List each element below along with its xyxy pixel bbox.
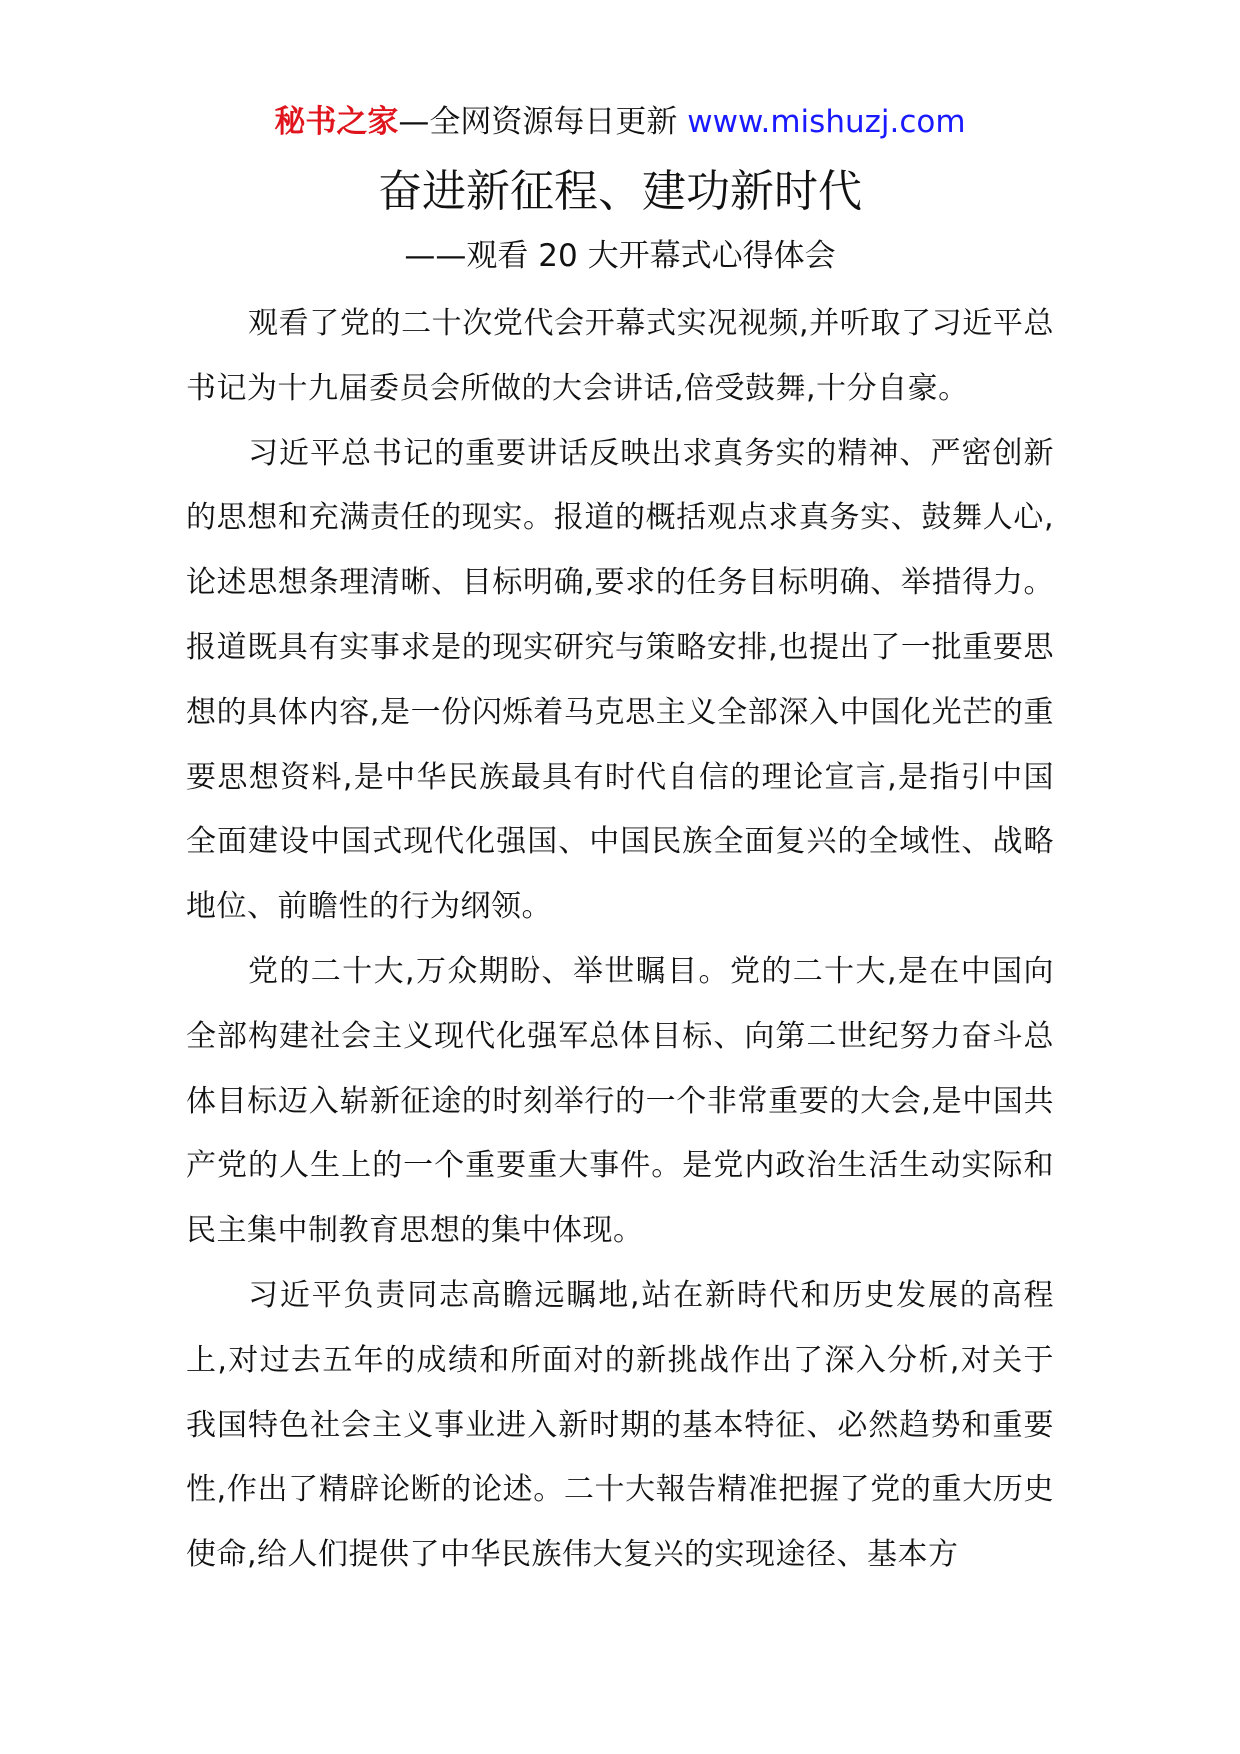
brand-name: 秘书之家: [274, 104, 399, 140]
document-title: 奋进新征程、建功新时代: [378, 166, 862, 217]
site-header: [0, 100, 1240, 144]
body-paragraph: 党的二十大,万众期盼、举世瞩目。党的二十大,是在中国向全部构建社会主义现代化强军总体目标、向第二世纪努力奋斗总体目标迈入崭新征途的时刻举行的一个非常重要的大会,是中国共产党的人生上的一个重要重大事件。是党内政治生活生动实际和民主集中制教育思想的集中体现。: [186, 953, 1054, 1249]
header-tagline: —全网资源每日更新: [398, 104, 678, 140]
body-paragraph: 观看了党的二十次党代会开幕式实况视频,并听取了习近平总书记为十九届委员会所做的大会讲话,倍受鼓舞,十分自豪。: [186, 306, 1054, 406]
site-url-link[interactable]: www.mishuzj.com: [687, 104, 966, 140]
body-paragraph: 习近平负责同志高瞻远瞩地,站在新時代和历史发展的高程上,对过去五年的成绩和所面对的新挑战作出了深入分析,对关于我国特色社会主义事业进入新时期的基本特征、必然趋势和重要性,作出了精辟论断的论述。二十大報告精准把握了党的重大历史使命,给人们提供了中华民族伟大复兴的实现途径、基本方: [186, 1277, 1054, 1573]
body-paragraph: 习近平总书记的重要讲话反映出求真务实的精神、严密创新的思想和充满责任的现实。报道的概括观点求真务实、鼓舞人心,论述思想条理清晰、目标明确,要求的任务目标明确、举措得力。报道既具有实事求是的现实研究与策略安排,也提出了一批重要思想的具体内容,是一份闪烁着马克思主义全部深入中国化光芒的重要思想资料,是中华民族最具有时代自信的理论宣言,是指引中国全面建设中国式现代化强国、中国民族全面复兴的全域性、战略地位、前瞻性的行为纲领。: [186, 435, 1054, 925]
document-subtitle: ——观看 20 大开幕式心得体会: [404, 238, 836, 274]
document-body: [186, 292, 1054, 1588]
